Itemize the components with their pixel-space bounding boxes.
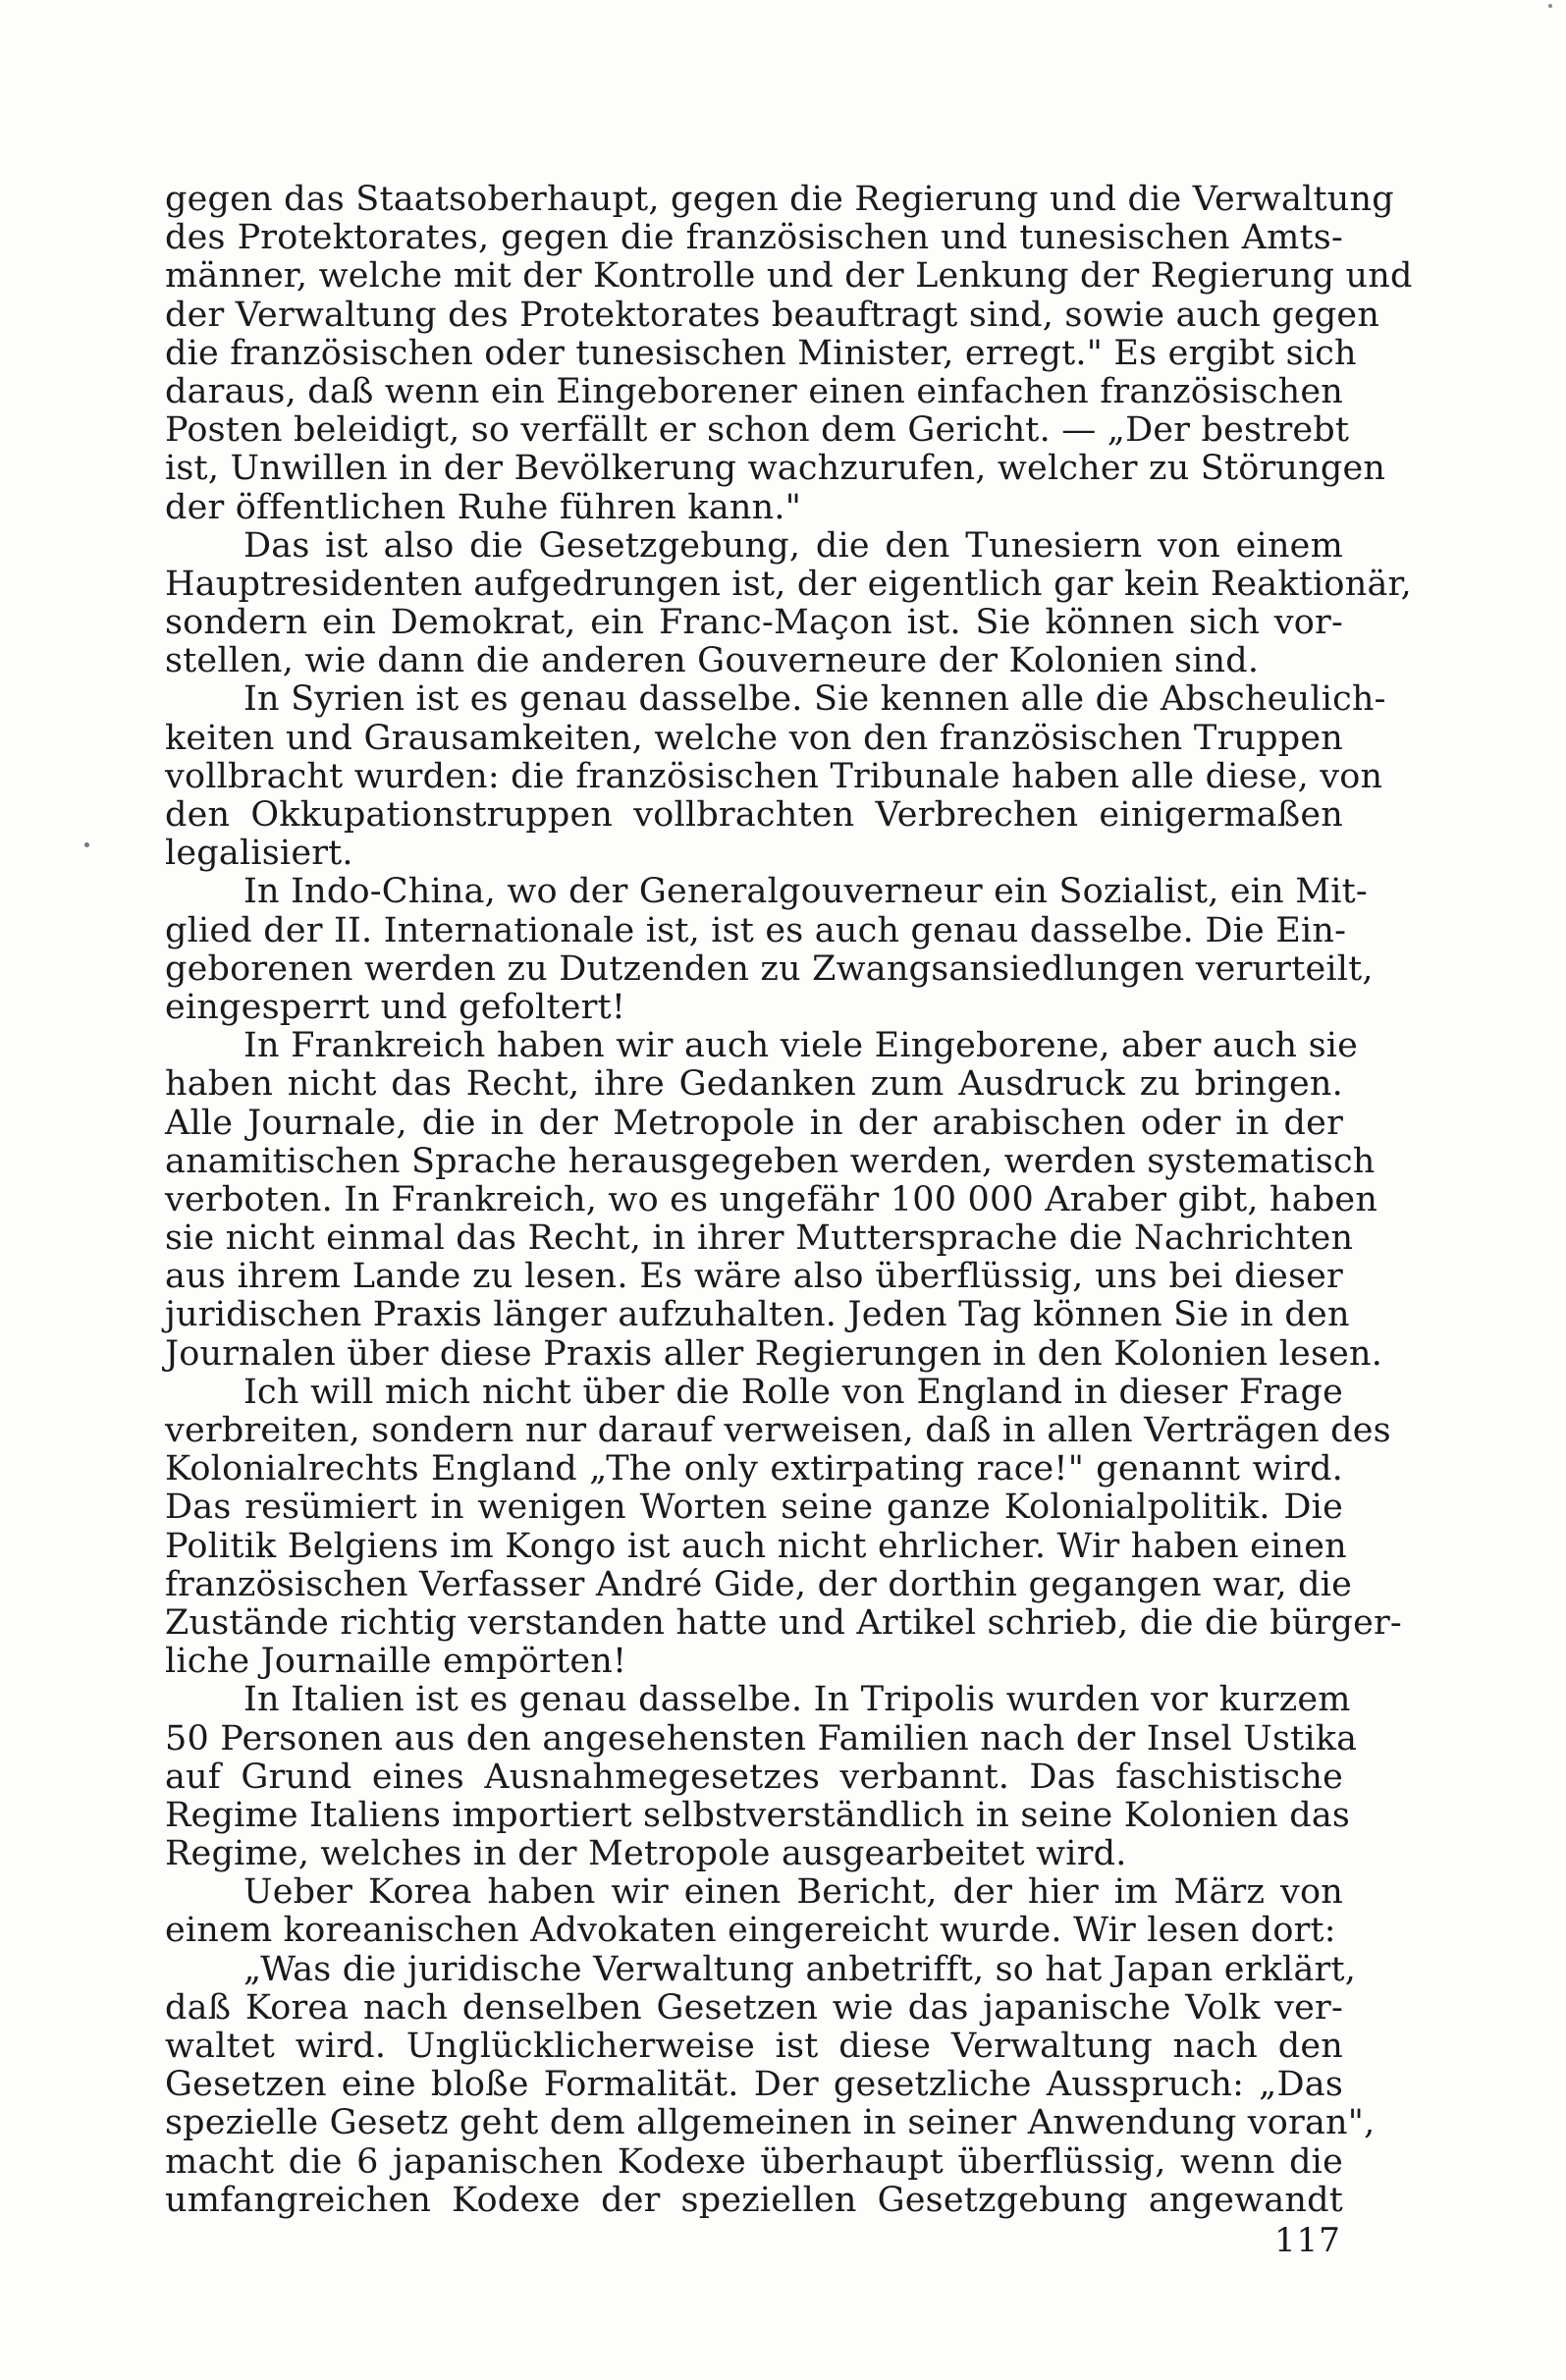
text-line: daraus, daß wenn ein Eingeborener einen einfachen französischen [165,371,1343,411]
text-line: Alle Journale, die in der Metropole in der arabischen oder in der [165,1103,1343,1143]
text-line: sondern ein Demokrat, ein Franc-Maçon ist. Sie können sich vor- [165,603,1343,643]
margin-speck [84,842,89,847]
text-line: glied der II. Internationale ist, ist es auch genau dasselbe. Die Ein- [165,910,1347,950]
text-line: geborenen werden zu Dutzenden zu Zwangsansiedlungen verurteilt, [165,948,1374,989]
text-line: Regime Italiens importiert selbstverständlich in seine Kolonien das [165,1795,1351,1835]
paragraph [165,872,1374,1027]
text-line: umfangreichen Kodexe der speziellen Gesetzgebung angewandt [165,2180,1343,2220]
text-line: der öffentlichen Ruhe führen kann." [165,487,801,527]
page-number: 117 [1274,2221,1341,2260]
text-line: des Protektorates, gegen die französischen und tunesischen Amts- [165,218,1343,258]
text-line: stellen, wie dann die anderen Gouverneure der Kolonien sind. [165,641,1260,681]
text-line: ist, Unwillen in der Bevölkerung wachzurufen, welcher zu Störungen [165,449,1386,489]
text-line: die französischen oder tunesischen Minister, erregt." Es ergibt sich [165,333,1357,373]
paragraph [165,1680,1358,1874]
text-line: spezielle Gesetz geht dem allgemeinen in seiner Anwendung voran", [165,2103,1376,2143]
scan-speck [1548,4,1552,8]
text-line: juridischen Praxis länger aufzuhalten. Jeden Tag können Sie in den [165,1295,1350,1335]
text-line: legalisiert. [165,834,353,874]
text-line: vollbracht wurden: die französischen Tribunale haben alle diese, von [165,756,1383,796]
text-line: Posten beleidigt, so verfällt er schon dem Gericht. — „Der bestrebt [165,410,1350,451]
text-line: Ueber Korea haben wir einen Bericht, der hier im März von [243,1872,1343,1913]
text-line: keiten und Grausamkeiten, welche von den französischen Truppen [165,718,1343,758]
text-line: macht die 6 japanischen Kodexe überhaupt überflüssig, wenn die [165,2141,1343,2182]
text-line: Zustände richtig verstanden hatte und Artikel schrieb, die die bürger- [165,1602,1402,1643]
text-line: den Okkupationstruppen vollbrachten Verbrechen einigermaßen [165,795,1343,835]
text-line: auf Grund eines Ausnahmegesetzes verbannt. Das faschistische [165,1757,1343,1797]
paragraph [165,1949,1376,2220]
text-line: französischen Verfasser André Gide, der dorthin gegangen war, die [165,1564,1353,1604]
text-line: Kolonialrechts England „The only extirpating race!" genannt wird. [165,1449,1343,1489]
text-line: In Indo-China, wo der Generalgouverneur ein Sozialist, ein Mit- [243,872,1368,912]
text-line: eingesperrt und gefoltert! [165,987,626,1027]
paragraph [165,180,1413,527]
text-line: der Verwaltung des Protektorates beauftragt sind, sowie auch gegen [165,295,1380,335]
text-line: haben nicht das Recht, ihre Gedanken zum Ausdruck zu bringen. [165,1064,1343,1105]
body-text [165,180,1413,2220]
text-line: verboten. In Frankreich, wo es ungefähr 100 000 Araber gibt, haben [165,1179,1378,1219]
text-line: Hauptresidenten aufgedrungen ist, der eigentlich gar kein Reaktionär, [165,564,1412,604]
text-line: „Was die juridische Verwaltung anbetrifft, so hat Japan erklärt, [243,1949,1357,1989]
text-line: einem koreanischen Advokaten eingereicht wurde. Wir lesen dort: [165,1911,1336,1951]
text-line: In Syrien ist es genau dasselbe. Sie kennen alle die Abscheulich- [243,679,1386,720]
text-line: In Italien ist es genau dasselbe. In Tripolis wurden vor kurzem [243,1680,1351,1720]
text-line: verbreiten, sondern nur darauf verweisen, daß in allen Verträgen des [165,1411,1391,1450]
paragraph [165,1372,1402,1682]
text-line: sie nicht einmal das Recht, in ihrer Muttersprache die Nachrichten [165,1218,1354,1259]
text-line: Das resümiert in wenigen Worten seine ganze Kolonialpolitik. Die [165,1488,1343,1528]
text-line: Regime, welches in der Metropole ausgearbeitet wird. [165,1834,1127,1874]
text-line: Journalen über diese Praxis aller Regierungen in den Kolonien lesen. [165,1333,1383,1374]
text-line: waltet wird. Unglücklicherweise ist diese Verwaltung nach den [165,2027,1343,2066]
text-line: daß Korea nach denselben Gesetzen wie das japanische Volk ver- [165,1987,1343,2028]
paragraph [165,1873,1343,1950]
text-line: In Frankreich haben wir auch viele Eingeborene, aber auch sie [243,1026,1359,1066]
paragraph [165,679,1386,874]
text-line: anamitischen Sprache herausgegeben werden, werden systematisch [165,1141,1376,1181]
paragraph [165,1026,1383,1374]
text-line: Gesetzen eine bloße Formalität. Der gesetzliche Ausspruch: „Das [165,2065,1343,2105]
text-line: 50 Personen aus den angesehensten Familien nach der Insel Ustika [165,1718,1358,1758]
paragraph [165,525,1412,681]
text-line: gegen das Staatsoberhaupt, gegen die Regierung und die Verwaltung [165,180,1394,219]
text-line: Das ist also die Gesetzgebung, die den Tunesiern von einem [243,525,1343,566]
text-line: männer, welche mit der Kontrolle und der Lenkung der Regierung und [165,256,1413,297]
text-line: liche Journaille empörten! [165,1642,627,1682]
text-line: Ich will mich nicht über die Rolle von England in dieser Frage [243,1372,1343,1412]
text-line: aus ihrem Lande zu lesen. Es wäre also überflüssig, uns bei dieser [165,1257,1343,1297]
text-line: Politik Belgiens im Kongo ist auch nicht ehrlicher. Wir haben einen [165,1526,1347,1566]
